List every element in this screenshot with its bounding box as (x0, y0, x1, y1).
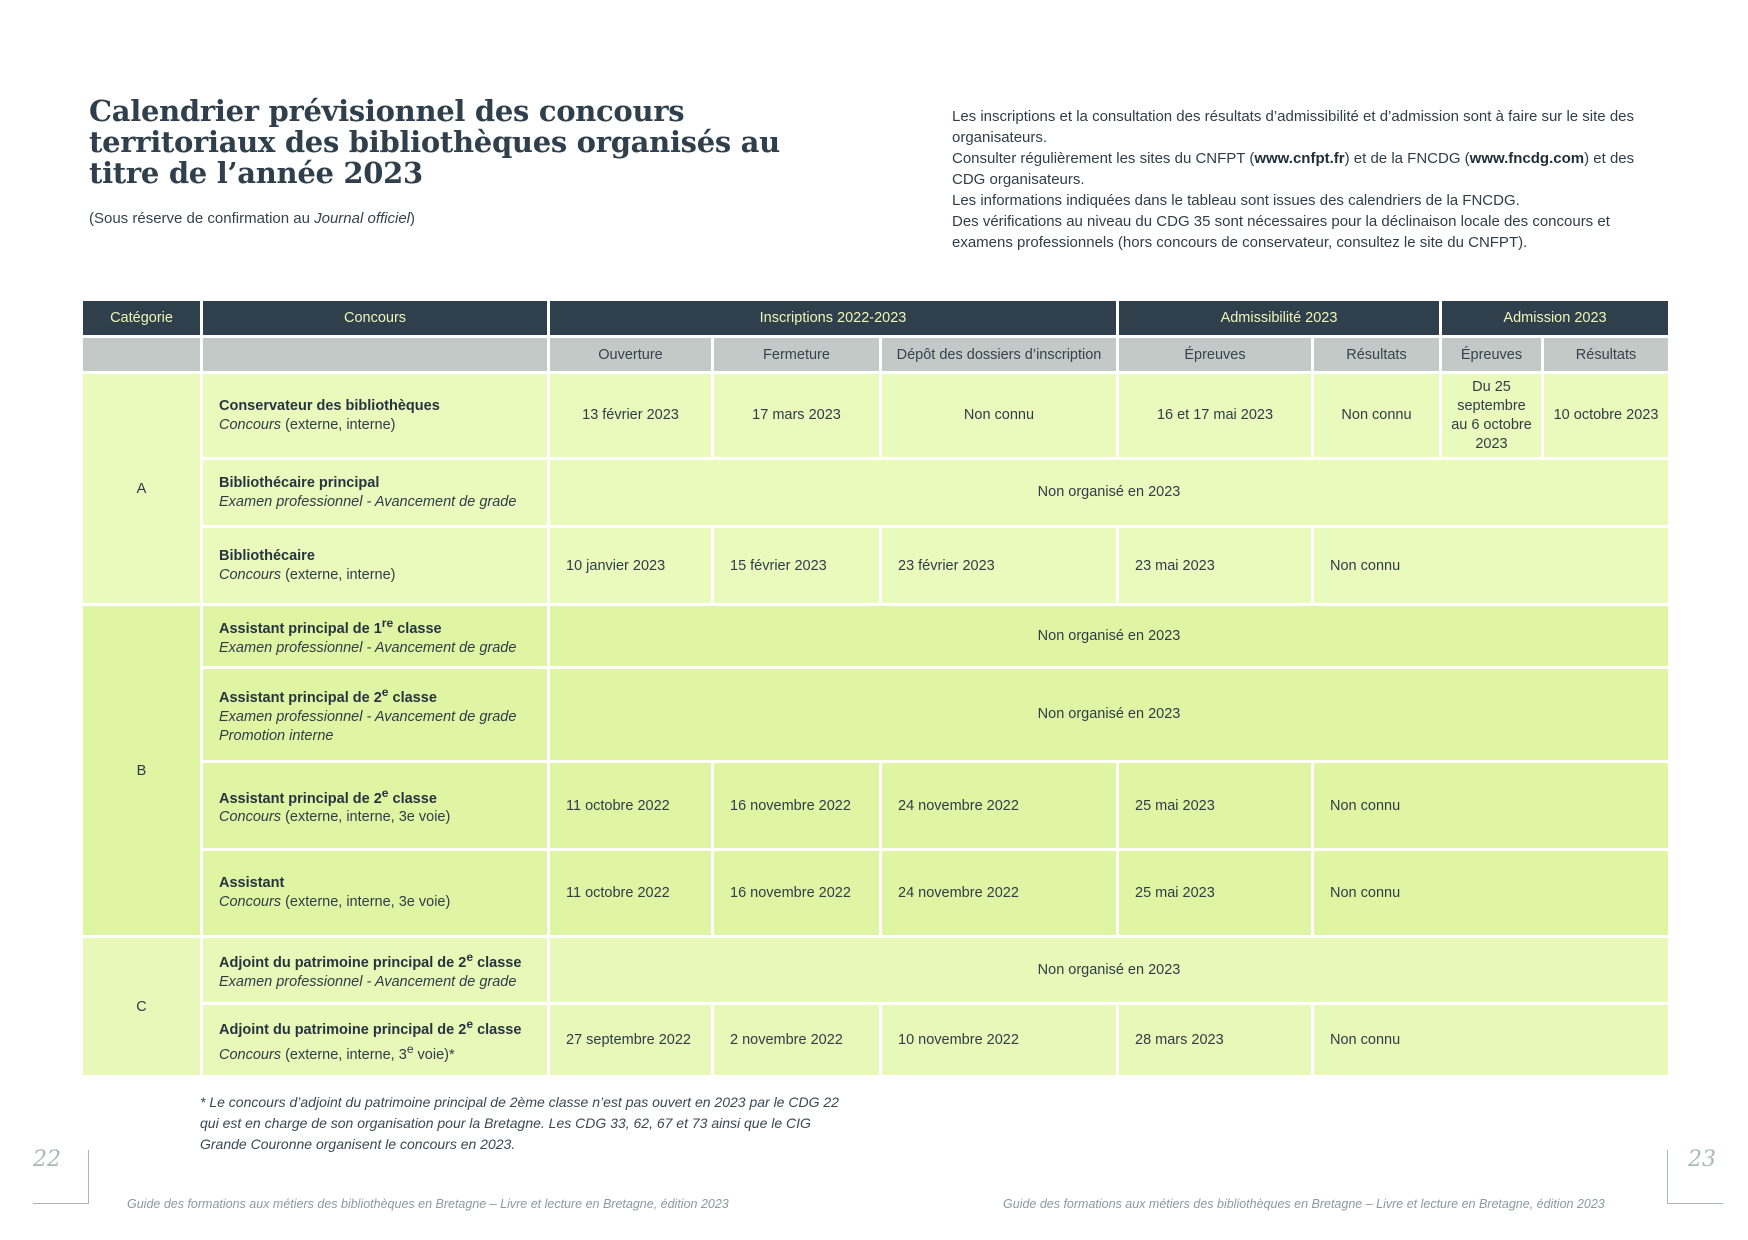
intro-p4: Des vérifications au niveau du CDG 35 sont nécessaires pour la déclinaison locale des concours et examens professionnels (hors concours de conservateur, consultez le site du CNFPT). (952, 213, 1610, 251)
concours-name (219, 614, 539, 639)
concours-type (219, 973, 539, 992)
corner-mark-right (1667, 1150, 1723, 1204)
concours-name (219, 683, 539, 708)
status-cell: Non organisé en 2023 (549, 937, 1670, 1004)
concours-name (219, 1015, 539, 1040)
resultats-cell: Non connu (1313, 527, 1670, 605)
concours-name: Bibliothécaire (219, 547, 315, 564)
depot-cell: 24 novembre 2022 (881, 850, 1118, 937)
table-row (82, 605, 1670, 668)
concours-type-em: Concours (219, 894, 282, 910)
subtitle-post: ) (410, 210, 416, 227)
concours-type-rest: (externe, interne) (281, 566, 396, 583)
concours-name-sup: e (381, 785, 389, 800)
page-subtitle (89, 210, 415, 227)
concours-type (219, 566, 539, 585)
category-c: C (82, 937, 202, 1077)
concours-type-rest-sup: e (406, 1042, 414, 1056)
concours-cell (202, 527, 549, 605)
header-admissibilite: Admissibilité 2023 (1118, 300, 1441, 337)
epreuves-cell: 25 mai 2023 (1118, 762, 1313, 850)
concours-name: Conservateur des bibliothèques (219, 397, 440, 414)
page-title: Calendrier prévisionnel des concours territoriaux des bibliothèques organisés au titre de l’année 2023 (89, 94, 780, 190)
subheader-resultats-admissibilite: Résultats (1313, 337, 1441, 373)
concours-type-em: Examen professionnel - Avancement de grade (219, 973, 517, 990)
header-concours: Concours (202, 300, 549, 337)
table-row (82, 850, 1670, 937)
epreuves-cell: 28 mars 2023 (1118, 1004, 1313, 1077)
header-admission: Admission 2023 (1441, 300, 1670, 337)
concours-type (219, 708, 539, 727)
intro-text (952, 106, 1652, 253)
concours-name-post: classe (388, 689, 437, 706)
concours-type-2 (219, 727, 539, 746)
concours-name-sup: e (466, 950, 474, 965)
header-row (82, 300, 1670, 337)
ouverture-cell: 10 janvier 2023 (549, 527, 713, 605)
concours-name (219, 948, 539, 973)
intro-p2-a: Consulter régulièrement les sites du CNFPT ( (952, 150, 1255, 167)
fncdg-link[interactable]: www.fncdg.com (1469, 150, 1585, 167)
concours-type (219, 808, 539, 827)
depot-cell: Non connu (881, 373, 1118, 459)
concours-type-em: Examen professionnel - Avancement de grade (219, 639, 517, 656)
table-row (82, 527, 1670, 605)
subheader-epreuves-admission: Épreuves (1441, 337, 1543, 373)
intro-p3: Les informations indiquées dans le tableau sont issues des calendriers de la FNCDG. (952, 192, 1520, 209)
subtitle-pre: (Sous réserve de confirmation au (89, 210, 315, 227)
table-row (82, 668, 1670, 762)
table-row (82, 762, 1670, 850)
concours-name-sup: re (381, 616, 394, 631)
concours-type-rest: (externe, interne) (281, 416, 396, 433)
concours-name: Bibliothécaire principal (219, 474, 380, 491)
resultats-cell: Non connu (1313, 373, 1441, 459)
subheader-depot: Dépôt des dossiers d’inscription (881, 337, 1118, 373)
concours-type-rest-post: voie)* (413, 1046, 455, 1063)
concours-type (219, 416, 539, 435)
status-cell: Non organisé en 2023 (549, 668, 1670, 762)
status-cell: Non organisé en 2023 (549, 459, 1670, 527)
admission-epreuves-cell: Du 25 septembre au 6 octobre 2023 (1441, 373, 1543, 459)
fermeture-cell: 2 novembre 2022 (713, 1004, 881, 1077)
concours-name-sup: e (381, 685, 389, 700)
concours-name-pre: Adjoint du patrimoine principal de 2 (219, 1022, 467, 1038)
fermeture-cell: 16 novembre 2022 (713, 762, 881, 850)
concours-calendar-table (80, 298, 1671, 1078)
concours-cell (202, 373, 549, 459)
concours-type-em: Concours (219, 566, 282, 583)
category-a: A (82, 373, 202, 605)
concours-name-post: classe (473, 954, 522, 971)
concours-cell (202, 937, 549, 1004)
concours-cell (202, 668, 549, 762)
fermeture-cell: 15 février 2023 (713, 527, 881, 605)
concours-name-post: classe (393, 620, 442, 637)
page-number-left: 22 (33, 1147, 61, 1172)
resultats-cell: Non connu (1313, 762, 1670, 850)
ouverture-cell: 11 octobre 2022 (549, 850, 713, 937)
epreuves-cell: 16 et 17 mai 2023 (1118, 373, 1313, 459)
concours-cell (202, 850, 549, 937)
fermeture-cell: 17 mars 2023 (713, 373, 881, 459)
concours-type-rest: (externe, interne, 3e voie) (281, 809, 451, 826)
concours-type-em: Examen professionnel - Avancement de grade (219, 493, 517, 510)
resultats-cell: Non connu (1313, 850, 1670, 937)
subheader-empty-2 (202, 337, 549, 373)
table-row (82, 1004, 1670, 1077)
table-row (82, 459, 1670, 527)
subheader-epreuves-admissibilite: Épreuves (1118, 337, 1313, 373)
concours-type-rest-pre: (externe, interne, 3 (281, 1046, 407, 1063)
resultats-cell: Non connu (1313, 1004, 1670, 1077)
ouverture-cell: 27 septembre 2022 (549, 1004, 713, 1077)
header-inscriptions: Inscriptions 2022-2023 (549, 300, 1118, 337)
concours-cell (202, 605, 549, 668)
admission-resultats-cell: 10 octobre 2023 (1543, 373, 1670, 459)
footer-right-text: Guide des formations aux métiers des bibliothèques en Bretagne – Livre et lecture en Bretagne, édition 2023 (1003, 1197, 1605, 1211)
ouverture-cell: 13 février 2023 (549, 373, 713, 459)
concours-name-post: classe (473, 1022, 522, 1038)
ouverture-cell: 11 octobre 2022 (549, 762, 713, 850)
concours-name-pre: Assistant principal de 1 (219, 620, 382, 637)
concours-type (219, 893, 539, 912)
concours-cell (202, 1004, 549, 1077)
concours-type-em: Concours (219, 416, 282, 433)
depot-cell: 10 novembre 2022 (881, 1004, 1118, 1077)
fermeture-cell: 16 novembre 2022 (713, 850, 881, 937)
concours-cell (202, 762, 549, 850)
header-categorie: Catégorie (82, 300, 202, 337)
concours-type (219, 1040, 539, 1065)
concours-type-rest: (externe, interne, 3e voie) (281, 894, 451, 910)
concours-type-em: Examen professionnel - Avancement de grade (219, 708, 517, 725)
concours-type-em: Concours (219, 1046, 282, 1063)
subheader-fermeture: Fermeture (713, 337, 881, 373)
concours-name-post: classe (388, 790, 437, 807)
subtitle-journal: Journal officiel (314, 210, 411, 227)
concours-name-pre: Assistant principal de 2 (219, 689, 382, 706)
footnote: * Le concours d’adjoint du patrimoine principal de 2ème classe n’est pas ouvert en 2023 par le CDG 22 qui est en charge de son organisation pour la Bretagne. Les CDG 33, 62, 67 et 73 ainsi que le CIG Grande Couronne organisent le concours en 2023. (200, 1094, 839, 1152)
status-cell: Non organisé en 2023 (549, 605, 1670, 668)
intro-p1: Les inscriptions et la consultation des résultats d’admissibilité et d’admission sont à faire sur le site des organisateurs. (952, 108, 1635, 146)
concours-name-pre: Adjoint du patrimoine principal de 2 (219, 954, 467, 971)
epreuves-cell: 23 mai 2023 (1118, 527, 1313, 605)
table-row (82, 373, 1670, 459)
intro-p2-b: ) et de la FNCDG ( (1344, 150, 1470, 167)
subheader-resultats-admission: Résultats (1543, 337, 1670, 373)
concours-name: Assistant (219, 875, 285, 891)
intro-p2 (952, 148, 1652, 190)
subheader-row (82, 337, 1670, 373)
concours-name (219, 784, 539, 809)
concours-type (219, 493, 539, 512)
cnfpt-link[interactable]: www.cnfpt.fr (1254, 150, 1345, 167)
footer-left-text: Guide des formations aux métiers des bibliothèques en Bretagne – Livre et lecture en Bretagne, édition 2023 (127, 1197, 729, 1211)
epreuves-cell: 25 mai 2023 (1118, 850, 1313, 937)
concours-type (219, 639, 539, 658)
corner-mark-left (33, 1150, 89, 1204)
depot-cell: 24 novembre 2022 (881, 762, 1118, 850)
table-row (82, 937, 1670, 1004)
concours-type-em-2: Promotion interne (219, 727, 334, 744)
concours-name-pre: Assistant principal de 2 (219, 790, 382, 807)
subheader-empty-1 (82, 337, 202, 373)
category-b: B (82, 605, 202, 937)
concours-type-em: Concours (219, 809, 282, 826)
page-number-right: 23 (1688, 1147, 1716, 1172)
intro-p2-c: ) et des CDG organisateurs. (952, 150, 1635, 188)
subheader-ouverture: Ouverture (549, 337, 713, 373)
depot-cell: 23 février 2023 (881, 527, 1118, 605)
concours-name-sup: e (466, 1017, 474, 1032)
concours-cell (202, 459, 549, 527)
